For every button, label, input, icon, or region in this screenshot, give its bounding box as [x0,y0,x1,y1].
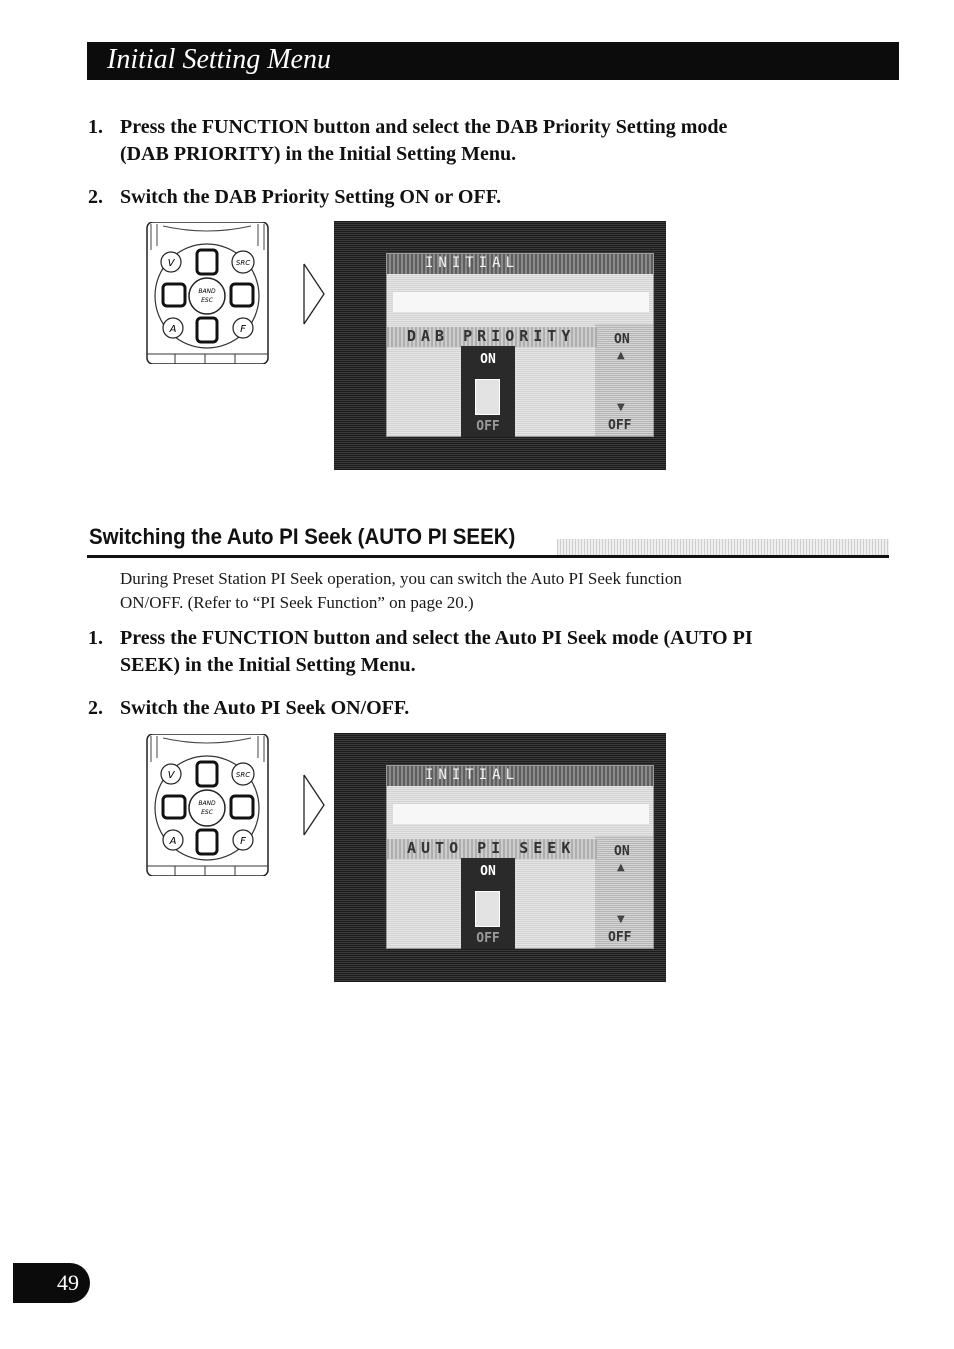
auto-pi-step-1 [88,625,868,679]
step-text-line-1: Press the FUNCTION button and select the DAB Priority Setting mode [120,116,728,138]
step-text: Switch the Auto PI Seek ON/OFF. [120,697,410,719]
section-heading-text: Switching the Auto PI Seek (AUTO PI SEEK) [89,524,516,549]
menu-highlight-band [393,804,649,824]
dab-step-1 [88,114,828,168]
selector-on-label: ON [480,864,496,879]
step-number: 2. [88,186,103,208]
menu-title: INITIAL [425,255,520,271]
down-button [197,830,217,854]
menu-highlight-band [393,292,649,312]
arrow-right-icon [302,773,326,837]
heading-rule [87,555,889,558]
on-off-selector [461,346,515,437]
up-button [197,762,217,786]
current-value: ON [614,332,630,347]
selector-on-label: ON [480,352,496,367]
menu-panel [386,253,654,437]
off-value: OFF [608,930,632,945]
selector-off-label: OFF [476,931,500,946]
dab-priority-display [334,221,666,470]
page-number: 49 [57,1270,79,1295]
section-description [120,567,840,615]
selector-slot [475,891,500,927]
up-arrow-icon: ▲ [617,350,625,361]
arrow-right-icon [302,262,326,326]
description-line-1: During Preset Station PI Seek operation, you can switch the Auto PI Seek function [120,569,682,588]
left-button [163,796,185,818]
band-label: BAND [198,800,216,807]
v-label: V [167,258,175,269]
dab-step-2 [88,184,828,211]
a-label: A [169,836,177,847]
src-label: SRC [235,771,251,779]
value-column [595,836,653,948]
description-line-2: ON/OFF. (Refer to “PI Seek Function” on page 20.) [120,593,474,612]
down-arrow-icon: ▼ [617,402,625,413]
on-off-selector [461,858,515,949]
menu-item-row [387,839,597,859]
v-label: V [167,770,175,781]
down-button [197,318,217,342]
step-number: 2. [88,697,103,719]
step-text-line-2: (DAB PRIORITY) in the Initial Setting Menu. [120,143,517,165]
menu-title-bar [387,766,653,786]
menu-title-bar [387,254,653,274]
step-text: Switch the DAB Priority Setting ON or OFF. [120,186,502,208]
heading-shade [557,539,889,555]
step-number: 1. [88,627,103,649]
up-arrow-icon: ▲ [617,862,625,873]
page-title: Initial Setting Menu [107,44,331,75]
down-arrow-icon: ▼ [617,914,625,925]
esc-label: ESC [201,809,213,816]
right-button [231,284,253,306]
a-label: A [169,324,177,335]
menu-item-label: DAB PRIORITY [407,327,576,345]
right-button [231,796,253,818]
selector-slot [475,379,500,415]
step-text-line-2: SEEK) in the Initial Setting Menu. [120,654,416,676]
f-label: F [240,836,246,847]
current-value: ON [614,844,630,859]
left-button [163,284,185,306]
auto-pi-step-2 [88,695,828,722]
up-button [197,250,217,274]
step-text-line-1: Press the FUNCTION button and select the Auto PI Seek mode (AUTO PI [120,627,753,649]
step-number: 1. [88,116,103,138]
menu-item-row [387,327,597,347]
menu-title: INITIAL [425,767,520,783]
remote-control-illustration [145,222,270,364]
section-heading [87,524,889,558]
menu-panel [386,765,654,949]
auto-pi-seek-display [334,733,666,982]
band-label: BAND [198,288,216,295]
value-column [595,324,653,436]
page-number-badge [13,1263,90,1303]
selector-off-label: OFF [476,419,500,434]
menu-item-label: AUTO PI SEEK [407,839,576,857]
esc-label: ESC [201,297,213,304]
off-value: OFF [608,418,632,433]
src-label: SRC [235,259,251,267]
header-bar [87,42,899,80]
remote-control-illustration [145,734,270,876]
f-label: F [240,324,246,335]
